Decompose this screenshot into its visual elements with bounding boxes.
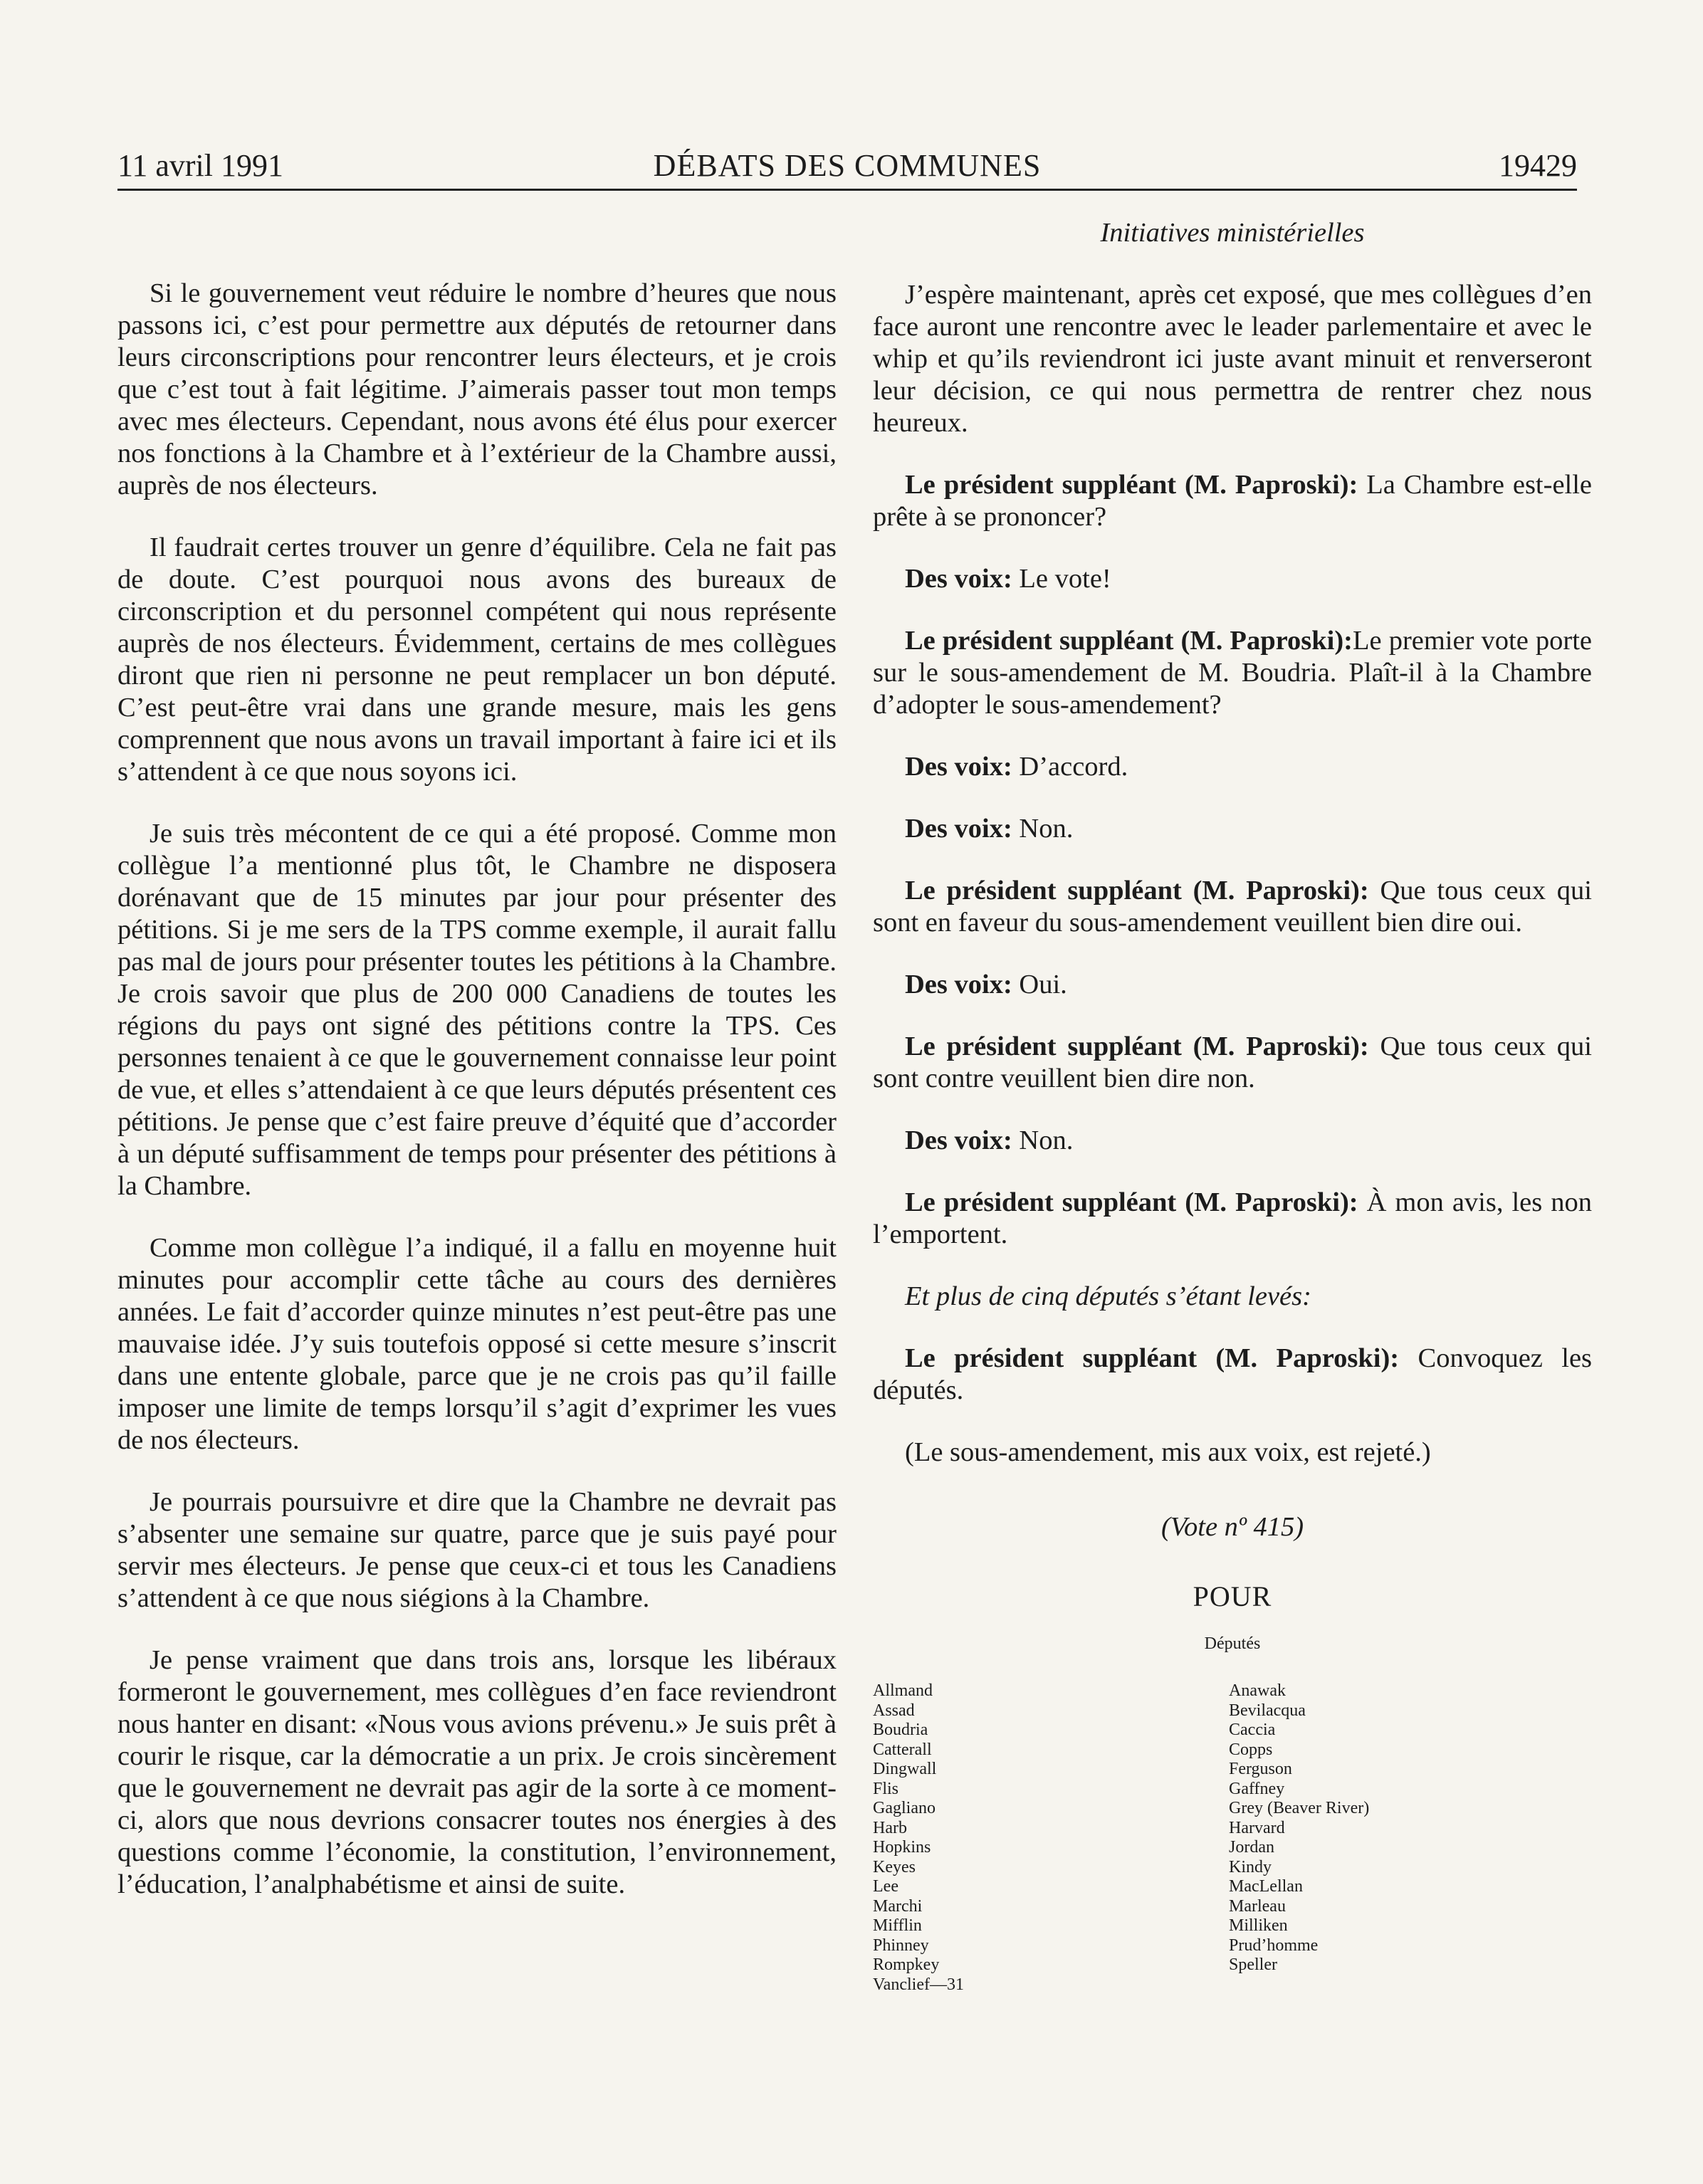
speaker-statement (873, 469, 1592, 533)
paragraph: Je pourrais poursuivre et dire que la Chambre ne devrait pas s’absenter une semaine sur quatre, parce que je suis payé pour servir mes électeurs. Je pense que ceux-ci et tous les Canadiens s’attendent à ce que nous siégions à la Chambre. (117, 1487, 837, 1613)
paragraph: Comme mon collègue l’a indiqué, il a fallu en moyenne huit minutes pour accomplir cette tâche au cours des dernières années. Le fait d’accorder quinze minutes n’est peut-être pas une mauvaise idée. J’y suis toutefois opposé si cette mesure s’inscrit dans une entente globale, parce que je ne crois pas qu’il faille imposer une limite de temps lorsqu’il s’agit d’exprimer les vues de nos électeurs. (117, 1233, 837, 1455)
statement-text: Non. (1019, 1125, 1074, 1155)
stage-direction: Et plus de cinq députés s’étant levés: (905, 1281, 1311, 1311)
deputy-name: Harb (873, 1818, 907, 1837)
deputy-name: Allmand (873, 1681, 933, 1700)
names-column-left (873, 1681, 1229, 1995)
paragraph: J’espère maintenant, après cet exposé, que mes collègues d’en face auront une rencontre avec le leader parlementaire et avec le whip et qu’ils reviendront ici juste avant minuit et renverseront leur décision, ce qui nous permettra de rentrer chez nous heureux. (873, 280, 1592, 438)
deputy-name: Marleau (1229, 1896, 1286, 1916)
right-column (873, 217, 1592, 1995)
deputy-name: Prud’homme (1229, 1936, 1319, 1955)
page-header (117, 146, 1577, 191)
deputy-name: Jordan (1229, 1838, 1274, 1857)
speaker-statement (873, 875, 1592, 939)
left-column (117, 278, 837, 1931)
deputy-name: Assad (873, 1701, 915, 1720)
vote-result: (Le sous-amendement, mis aux voix, est rejeté.) (905, 1437, 1431, 1467)
voices-label: Des voix: (905, 970, 1012, 999)
statement-text: Le vote! (1019, 564, 1111, 594)
speaker-name: Le président suppléant (M. Paproski): (905, 1187, 1358, 1217)
deputy-name: Flis (873, 1779, 899, 1798)
pour-heading: POUR (1193, 1580, 1272, 1612)
statement-text: Le premier vote porte sur le sous-amendement de M. Boudria. Plaît-il à la Chambre d’adopter le sous-amendement? (873, 626, 1592, 720)
deputy-name: Lee (873, 1877, 898, 1896)
statement-text: La Chambre est-elle prête à se prononcer? (873, 470, 1593, 532)
deputy-name: Vanclief—31 (873, 1975, 964, 1994)
voices-label: Des voix: (905, 814, 1012, 844)
speaker-name: Le président suppléant (M. Paproski): (905, 626, 1353, 656)
names-column-right (1229, 1681, 1585, 1995)
deputy-name: Phinney (873, 1936, 929, 1955)
speaker-name: Le président suppléant (M. Paproski): (905, 1031, 1369, 1061)
deputy-name: Milliken (1229, 1916, 1288, 1935)
voices-statement (873, 563, 1592, 595)
voices-statement (873, 1125, 1592, 1157)
deputy-name: Gagliano (873, 1799, 936, 1817)
vote-names-list (873, 1681, 1592, 1995)
statement-text: Oui. (1019, 970, 1067, 999)
voices-label: Des voix: (905, 752, 1012, 782)
statement-text: D’accord. (1019, 752, 1128, 782)
deputy-name: Catterall (873, 1740, 932, 1759)
voices-label: Des voix: (905, 1125, 1012, 1155)
speaker-name: Le président suppléant (M. Paproski): (905, 876, 1369, 905)
header-date: 11 avril 1991 (117, 148, 283, 183)
deputy-name: Boudria (873, 1721, 928, 1739)
speaker-name: Le président suppléant (M. Paproski): (905, 1343, 1400, 1373)
vote-number: (Vote nº 415) (1160, 1512, 1304, 1542)
deputy-name: Grey (Beaver River) (1229, 1799, 1370, 1817)
deputy-name: Dingwall (873, 1760, 937, 1778)
deputy-name: Mifflin (873, 1916, 922, 1935)
paragraph: Je pense vraiment que dans trois ans, lorsque les libéraux formeront le gouvernement, mes collègues d’en face reviendront nous hanter en disant: «Nous vous avions prévenu.» Je suis prêt à courir le risque, car la démocratie a un prix. Je crois sincèrement que le gouvernement ne devrait pas agir de la sorte à ce moment-ci, alors que nous devrions consacrer toutes nos énergies à des questions comme l’économie, la constitution, l’environnement, l’éducation, l’analphabétisme et ainsi de suite. (117, 1645, 837, 1899)
page-number: 19429 (1499, 148, 1577, 183)
deputy-name: Harvard (1229, 1818, 1285, 1837)
statement-text: Convoquez les députés. (873, 1343, 1593, 1405)
deputy-name: Keyes (873, 1857, 916, 1876)
deputy-name: Ferguson (1229, 1760, 1292, 1778)
deputy-name: MacLellan (1229, 1877, 1303, 1896)
journal-title: DÉBATS DES COMMUNES (653, 148, 1042, 183)
speaker-statement (873, 1031, 1592, 1095)
paragraph: Si le gouvernement veut réduire le nombre d’heures que nous passons ici, c’est pour permettre aux députés de retourner dans leurs circonscriptions pour rencontrer leurs électeurs, et je crois que c’est tout à fait légitime. J’aimerais passer tout mon temps avec mes électeurs. Cependant, nous avons été élus pour exercer nos fonctions à la Chambre et à l’extérieur de la Chambre aussi, auprès de nos électeurs. (117, 278, 837, 500)
statement-text: À mon avis, les non l’emportent. (873, 1187, 1592, 1249)
deputy-name: Bevilacqua (1229, 1701, 1306, 1720)
deputy-name: Speller (1229, 1955, 1277, 1974)
paragraph: Je suis très mécontent de ce qui a été proposé. Comme mon collègue l’a mentionné plus tôt, le Chambre ne disposera dorénavant que de 15 minutes par jour pour présenter des pétitions. Si je me sers de la TPS comme exemple, il aurait fallu pas mal de jours pour présenter toutes les pétitions à la Chambre. Je crois savoir que plus de 200 000 Canadiens de toutes les régions du pays ont signé des pétitions contre la TPS. Ces personnes tenaient à ce que le gouvernement connaisse leur point de vue, et elles s’attendaient à ce que leurs députés présentent ces pétitions. Je pense que c’est faire preuve d’équité que d’accorder à un député suffisamment de temps pour présenter des pétitions à la Chambre. (117, 819, 837, 1201)
statement-text: Que tous ceux qui sont contre veuillent bien dire non. (873, 1031, 1593, 1093)
deputy-name: Kindy (1229, 1857, 1272, 1876)
deputy-name: Caccia (1229, 1721, 1276, 1739)
statement-text: Que tous ceux qui sont en faveur du sous-amendement veuillent bien dire oui. (873, 876, 1593, 938)
deputy-name: Marchi (873, 1896, 923, 1916)
statement-text: Non. (1019, 814, 1074, 844)
voices-statement (873, 751, 1592, 783)
voices-statement (873, 969, 1592, 1001)
deputy-name: Anawak (1229, 1681, 1286, 1700)
deputy-name: Copps (1229, 1740, 1273, 1759)
deputes-subheading: Députés (1204, 1634, 1261, 1653)
voices-statement (873, 813, 1592, 845)
deputy-name: Hopkins (873, 1838, 931, 1857)
speaker-statement (873, 1343, 1592, 1407)
paragraph: Il faudrait certes trouver un genre d’équilibre. Cela ne fait pas de doute. C’est pourquoi nous avons des bureaux de circonscription et du personnel compétent qui nous représente auprès de nos électeurs. Évidemment, certains de mes collègues diront que rien ni personne ne peut remplacer un bon député. C’est peut-être vrai dans une grande mesure, mais les gens comprennent que nous avons un travail important à faire ici et ils s’attendent à ce que nous soyons ici. (117, 532, 837, 787)
speaker-name: Le président suppléant (M. Paproski): (905, 470, 1358, 500)
voices-label: Des voix: (905, 564, 1012, 594)
deputy-name: Rompkey (873, 1955, 940, 1974)
section-title: Initiatives ministérielles (1100, 218, 1365, 248)
speaker-statement (873, 1187, 1592, 1251)
deputy-name: Gaffney (1229, 1779, 1285, 1798)
speaker-statement (873, 625, 1592, 721)
